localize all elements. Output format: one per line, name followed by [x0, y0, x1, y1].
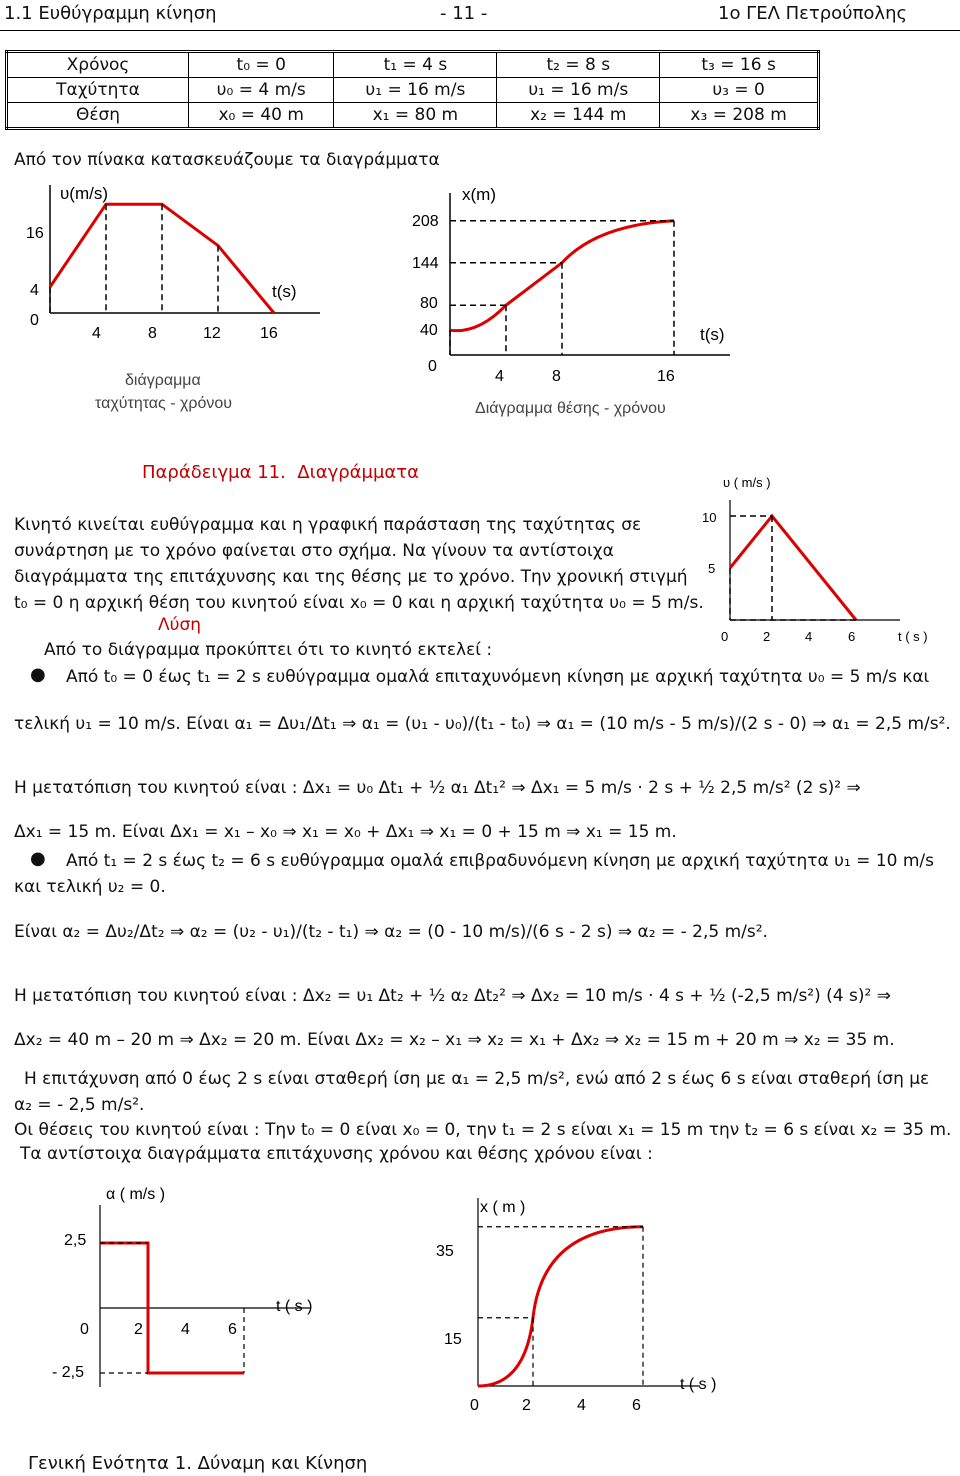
- stage1-text: Από t₀ = 0 έως t₁ = 2 s ευθύγραμμα ομαλά επιταχυνόμενη κίνηση με αρχική ταχύτητα υ₀ = 5 m/s και: [66, 667, 930, 687]
- acceleration-time-chart: [40, 1175, 340, 1405]
- header-section: 1.1 Ευθύγραμμη κίνηση: [4, 3, 217, 24]
- y-tick-label: 144: [412, 255, 439, 272]
- stage2-text-cont: και τελική υ₂ = 0.: [14, 877, 166, 897]
- solution-intro: Από το διάγραμμα προκύπτει ότι το κινητό εκτελεί :: [44, 640, 493, 660]
- table-row: Θέση x₀ = 40 m x₁ = 80 m x₂ = 144 m x₃ = 208 m: [7, 103, 819, 129]
- example-position-chart: [430, 1190, 740, 1420]
- velocity-time-chart: [0, 175, 330, 425]
- chart-caption: διάγραμμα: [125, 372, 201, 389]
- page-footer: Γενική Ενότητα 1. Δύναμη και Κίνηση: [28, 1453, 368, 1474]
- x-tick-label: 0: [80, 1321, 89, 1338]
- x-tick-label: 0: [470, 1397, 479, 1414]
- conclusion-acceleration-cont: α₂ = - 2,5 m/s².: [14, 1095, 145, 1115]
- x-tick-label: 4: [181, 1321, 190, 1338]
- x-tick-label: 4: [577, 1397, 586, 1414]
- y-tick-label: 40: [420, 322, 438, 339]
- x-tick-label: 8: [148, 325, 157, 342]
- x-tick-label: 2: [763, 629, 771, 644]
- y-tick-label: 2,5: [64, 1232, 87, 1249]
- conclusion-positions: Οι θέσεις του κινητού είναι : Την t₀ = 0 είναι x₀ = 0, την t₁ = 2 s είναι x₁ = 15 m την t₂ = 6 s είναι x₂ = 35 m.: [14, 1120, 952, 1140]
- x-axis-label: t ( s ): [276, 1298, 313, 1315]
- chart-caption: Διάγραμμα θέσης - χρόνου: [475, 400, 666, 417]
- x-tick-label: 0: [721, 629, 729, 644]
- conclusion-diagrams: Τα αντίστοιχα διαγράμματα επιτάχυνσης χρόνου και θέσης χρόνου είναι :: [20, 1144, 653, 1164]
- intro-text: Από τον πίνακα κατασκευάζουμε τα διαγράμματα: [14, 150, 440, 170]
- y-tick-label: 10: [702, 510, 717, 525]
- y-axis-label: x ( m ): [480, 1199, 526, 1216]
- stage2-text: Από t₁ = 2 s έως t₂ = 6 s ευθύγραμμα ομαλά επιβραδυνόμενη κίνηση με αρχική ταχύτητα υ₁ = 10 m/s: [66, 851, 934, 871]
- x-tick-label: 2: [134, 1321, 143, 1338]
- y-tick-label: 0: [428, 358, 437, 375]
- x-axis-label: t ( s ): [680, 1376, 717, 1393]
- x-axis-label: t ( s ): [898, 629, 928, 644]
- x-tick-label: 6: [228, 1321, 237, 1338]
- x-tick-label: 4: [92, 325, 101, 342]
- x-tick-label: 8: [552, 368, 561, 385]
- x-axis-label: t(s): [272, 282, 297, 301]
- solution-heading: Λύση: [158, 615, 202, 635]
- header-school: 1ο ΓΕΛ Πετρούπολης: [718, 3, 908, 24]
- y-tick-label: 16: [26, 225, 44, 242]
- y-tick-label: 15: [444, 1331, 462, 1348]
- example-velocity-chart: [690, 470, 960, 655]
- example-statement: Κινητό κινείται ευθύγραμμα και η γραφική παράσταση της ταχύτητας σε συνάρτηση με το χρόνο φαίνεται στο σχήμα. Να γίνουν τα αντίστοιχα διαγράμματα της επιτάχυνσης και της θέσης με το χρόνο. Την χρονική στιγμή t₀ = 0 η αρχική θέση του κινητού είναι x₀ = 0 και η αρχική ταχύτητα υ₀ = 5 m/s.: [14, 515, 704, 613]
- stage2-position: Δx₂ = 40 m – 20 m ⇒ Δx₂ = 20 m. Είναι Δx₂ = x₂ – x₁ ⇒ x₂ = x₁ + Δx₂ ⇒ x₂ = 15 m + 20 m ⇒ x₂ = 35 m.: [14, 1030, 895, 1050]
- example-title: Παράδειγμα 11. Διαγράμματα: [142, 462, 419, 483]
- stage2-displacement: Η μετατόπιση του κινητού είναι : Δx₂ = υ₁ Δt₂ + ½ α₂ Δt₂² ⇒ Δx₂ = 10 m/s · 4 s + ½ (-2,5 m/s²) (4 s)² ⇒: [14, 986, 891, 1006]
- position-time-chart: [400, 175, 740, 425]
- bullet-icon: ●: [30, 664, 46, 685]
- series-line: [730, 516, 856, 620]
- y-axis-label: α ( m/s ): [106, 1186, 166, 1203]
- y-tick-label: 80: [420, 295, 438, 312]
- bullet-icon: ●: [30, 848, 46, 869]
- y-tick-label: 35: [436, 1243, 454, 1260]
- stage2-acceleration: Είναι α₂ = Δυ₂/Δt₂ ⇒ α₂ = (υ₂ - υ₁)/(t₂ - t₁) ⇒ α₂ = (0 - 10 m/s)/(6 s - 2 s) ⇒ α₂ = - 2,5 m/s².: [14, 922, 768, 942]
- x-tick-label: 6: [848, 629, 856, 644]
- stage1-acceleration: τελική υ₁ = 10 m/s. Είναι α₁ = Δυ₁/Δt₁ ⇒ α₁ = (υ₁ - υ₀)/(t₁ - t₀) ⇒ α₁ = (10 m/s - 5 m/s)/(2 s - 0) ⇒ α₁ = 2,5 m/s².: [14, 714, 951, 734]
- x-tick-label: 12: [203, 325, 221, 342]
- y-tick-label: 5: [708, 561, 716, 576]
- y-tick-label: 4: [30, 282, 39, 299]
- x-tick-label: 6: [632, 1397, 641, 1414]
- x-tick-label: 16: [657, 368, 675, 385]
- x-axis-label: t(s): [700, 325, 725, 344]
- series-line: [478, 1227, 643, 1386]
- page-number: - 11 -: [440, 3, 488, 24]
- table-row: Ταχύτητα υ₀ = 4 m/s υ₁ = 16 m/s υ₁ = 16 m/s υ₃ = 0: [7, 78, 819, 103]
- page-header: [0, 0, 960, 31]
- x-tick-label: 4: [495, 368, 504, 385]
- motion-table: [5, 50, 820, 130]
- y-axis-label: υ ( m/s ): [723, 475, 771, 490]
- x-tick-label: 4: [805, 629, 813, 644]
- table-row: Χρόνος t₀ = 0 t₁ = 4 s t₂ = 8 s t₃ = 16 s: [7, 52, 819, 78]
- chart-caption: ταχύτητας - χρόνου: [95, 395, 233, 412]
- x-tick-label: 2: [522, 1397, 531, 1414]
- stage1-displacement: Η μετατόπιση του κινητού είναι : Δx₁ = υ₀ Δt₁ + ½ α₁ Δt₁² ⇒ Δx₁ = 5 m/s · 2 s + ½ 2,5 m/s² (2 s)² ⇒: [14, 778, 861, 798]
- y-axis-label: υ(m/s): [60, 184, 109, 203]
- stage1-position: Δx₁ = 15 m. Είναι Δx₁ = x₁ – x₀ ⇒ x₁ = x₀ + Δx₁ ⇒ x₁ = 0 + 15 m ⇒ x₁ = 15 m.: [14, 822, 677, 842]
- y-axis-label: x(m): [462, 185, 496, 204]
- x-tick-label: 16: [260, 325, 278, 342]
- y-tick-label: 208: [412, 213, 439, 230]
- y-tick-label: - 2,5: [52, 1364, 85, 1381]
- conclusion-acceleration: Η επιτάχυνση από 0 έως 2 s είναι σταθερή ίση με α₁ = 2,5 m/s², ενώ από 2 s έως 6 s είναι σταθερή ίση με: [24, 1069, 930, 1089]
- y-tick-label: 0: [30, 312, 39, 329]
